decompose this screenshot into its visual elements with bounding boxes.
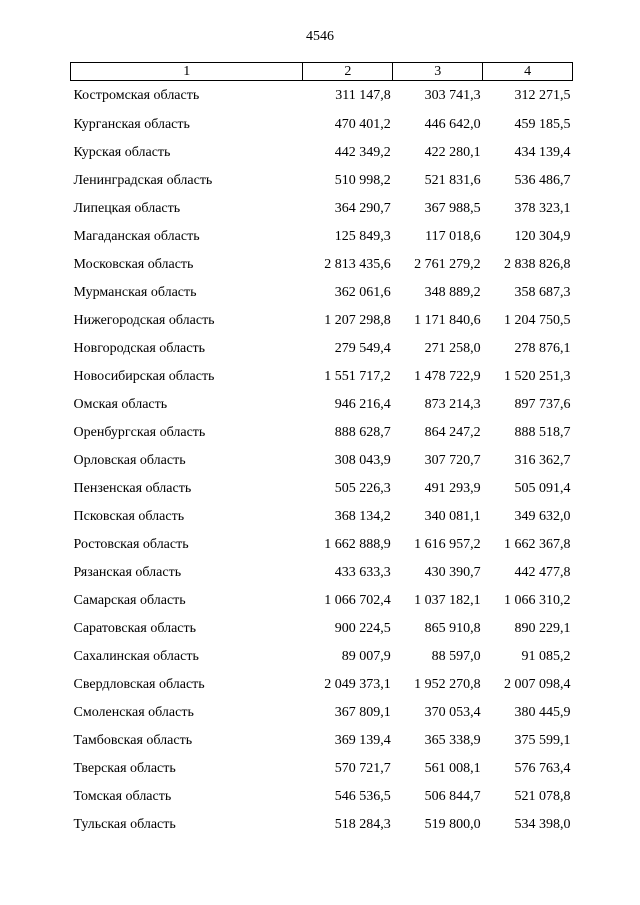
value-col-4: 358 687,3	[514, 285, 571, 300]
value-col-3: 422 280,1	[424, 145, 481, 160]
region-name: Костромская область	[73, 88, 200, 103]
value-col-4: 91 085,2	[521, 649, 571, 664]
region-name: Рязанская область	[73, 565, 182, 580]
value-col-4: 534 398,0	[514, 817, 571, 832]
value-col-2: 1 066 702,4	[324, 593, 391, 608]
region-name: Липецкая область	[73, 201, 181, 216]
table-row	[71, 335, 573, 363]
table-row	[71, 671, 573, 699]
table-row	[71, 755, 573, 783]
table-row	[71, 419, 573, 447]
value-col-3: 348 889,2	[424, 285, 481, 300]
region-name: Свердловская область	[73, 677, 205, 692]
data-table	[70, 62, 573, 839]
value-col-3: 491 293,9	[424, 481, 481, 496]
table-row	[71, 783, 573, 811]
value-col-4: 312 271,5	[514, 88, 571, 103]
value-col-3: 2 761 279,2	[414, 257, 481, 272]
value-col-2: 369 139,4	[334, 733, 391, 748]
value-col-3: 370 053,4	[424, 705, 481, 720]
value-col-2: 900 224,5	[334, 621, 391, 636]
value-col-2: 2 813 435,6	[324, 257, 391, 272]
value-col-3: 864 247,2	[424, 425, 481, 440]
value-col-3: 519 800,0	[424, 817, 481, 832]
region-name: Ростовская область	[73, 537, 189, 552]
value-col-4: 375 599,1	[514, 733, 571, 748]
table-row	[71, 363, 573, 391]
table-row	[71, 727, 573, 755]
region-name: Магаданская область	[73, 229, 200, 244]
table-row	[71, 139, 573, 167]
region-name: Мурманская область	[73, 285, 197, 300]
value-col-2: 89 007,9	[341, 649, 391, 664]
value-col-4: 442 477,8	[514, 565, 571, 580]
value-col-2: 311 147,8	[335, 88, 391, 103]
region-name: Сахалинская область	[73, 649, 199, 664]
value-col-4: 521 078,8	[514, 789, 571, 804]
value-col-2: 433 633,3	[334, 565, 391, 580]
value-col-2: 125 849,3	[334, 229, 391, 244]
region-name: Новгородская область	[73, 341, 205, 356]
value-col-2: 518 284,3	[334, 817, 391, 832]
value-col-2: 279 549,4	[334, 341, 391, 356]
value-col-3: 271 258,0	[424, 341, 481, 356]
table-row	[71, 223, 573, 251]
region-name: Ленинградская область	[73, 173, 213, 188]
region-name: Пензенская область	[73, 481, 192, 496]
value-col-3: 1 952 270,8	[414, 677, 481, 692]
value-col-2: 368 134,2	[334, 509, 391, 524]
region-name: Московская область	[73, 257, 194, 272]
value-col-4: 1 662 367,8	[504, 537, 571, 552]
value-col-3: 1 037 182,1	[414, 593, 481, 608]
table-row	[71, 391, 573, 419]
value-col-2: 546 536,5	[334, 789, 391, 804]
value-col-4: 349 632,0	[514, 509, 571, 524]
value-col-4: 434 139,4	[514, 145, 571, 160]
value-col-4: 2 007 098,4	[504, 677, 571, 692]
value-col-2: 570 721,7	[334, 761, 391, 776]
table-row	[71, 587, 573, 615]
table-row	[71, 251, 573, 279]
region-name: Курская область	[73, 145, 171, 160]
value-col-2: 442 349,2	[334, 145, 391, 160]
value-col-4: 278 876,1	[514, 341, 571, 356]
value-col-3: 430 390,7	[424, 565, 481, 580]
region-name: Орловская область	[73, 453, 186, 468]
table-body	[71, 81, 573, 840]
column-header-4: 4	[483, 63, 573, 81]
value-col-3: 88 597,0	[431, 649, 481, 664]
value-col-4: 888 518,7	[514, 425, 571, 440]
table-row	[71, 167, 573, 195]
table-row	[71, 279, 573, 307]
value-col-4: 120 304,9	[514, 229, 571, 244]
region-name: Новосибирская область	[73, 369, 215, 384]
value-col-4: 576 763,4	[514, 761, 571, 776]
value-col-4: 2 838 826,8	[504, 257, 571, 272]
value-col-3: 365 338,9	[424, 733, 481, 748]
value-col-4: 1 204 750,5	[504, 313, 571, 328]
value-col-4: 897 737,6	[514, 397, 571, 412]
value-col-4: 1 066 310,2	[504, 593, 571, 608]
table-row	[71, 307, 573, 335]
table-row	[71, 195, 573, 223]
table-row	[71, 615, 573, 643]
table-row	[71, 447, 573, 475]
table-row	[71, 475, 573, 503]
header-row	[71, 63, 573, 81]
value-col-2: 367 809,1	[334, 705, 391, 720]
value-col-3: 446 642,0	[424, 117, 481, 132]
table-row	[71, 503, 573, 531]
value-col-3: 303 741,3	[424, 88, 481, 103]
value-col-3: 307 720,7	[424, 453, 481, 468]
region-name: Омская область	[73, 397, 168, 412]
value-col-2: 2 049 373,1	[324, 677, 391, 692]
value-col-3: 340 081,1	[424, 509, 481, 524]
value-col-3: 1 616 957,2	[414, 537, 481, 552]
value-col-2: 1 207 298,8	[324, 313, 391, 328]
value-col-4: 378 323,1	[514, 201, 571, 216]
value-col-2: 362 061,6	[334, 285, 391, 300]
value-col-3: 865 910,8	[424, 621, 481, 636]
value-col-2: 946 216,4	[334, 397, 391, 412]
value-col-4: 536 486,7	[514, 173, 571, 188]
region-name: Нижегородская область	[73, 313, 215, 328]
region-name: Смоленская область	[73, 705, 194, 720]
value-col-2: 888 628,7	[334, 425, 391, 440]
region-name: Курганская область	[73, 117, 190, 132]
table-row	[71, 81, 573, 112]
value-col-3: 521 831,6	[424, 173, 481, 188]
value-col-2: 470 401,2	[334, 117, 391, 132]
value-col-3: 506 844,7	[424, 789, 481, 804]
table-header	[71, 63, 573, 81]
column-header-3: 3	[393, 63, 483, 81]
value-col-4: 890 229,1	[514, 621, 571, 636]
region-name: Саратовская область	[73, 621, 197, 636]
value-col-2: 510 998,2	[334, 173, 391, 188]
value-col-2: 505 226,3	[334, 481, 391, 496]
table-row	[71, 811, 573, 839]
value-col-4: 316 362,7	[514, 453, 571, 468]
table-row	[71, 111, 573, 139]
table-row	[71, 559, 573, 587]
value-col-3: 1 171 840,6	[414, 313, 481, 328]
region-name: Тамбовская область	[73, 733, 193, 748]
table-row	[71, 531, 573, 559]
table-row	[71, 699, 573, 727]
value-col-2: 364 290,7	[334, 201, 391, 216]
region-name: Самарская область	[73, 593, 186, 608]
value-col-3: 117 018,6	[425, 229, 481, 244]
column-header-1: 1	[71, 63, 303, 81]
value-col-4: 505 091,4	[514, 481, 571, 496]
value-col-3: 873 214,3	[424, 397, 481, 412]
value-col-4: 1 520 251,3	[504, 369, 571, 384]
region-name: Тверская область	[73, 761, 176, 776]
value-col-4: 380 445,9	[514, 705, 571, 720]
value-col-2: 308 043,9	[334, 453, 391, 468]
value-col-2: 1 551 717,2	[324, 369, 391, 384]
region-name: Тульская область	[73, 817, 176, 832]
column-header-2: 2	[303, 63, 393, 81]
value-col-2: 1 662 888,9	[324, 537, 391, 552]
region-name: Псковская область	[73, 509, 185, 524]
table-row	[71, 643, 573, 671]
page-number: 4546	[306, 29, 334, 44]
value-col-4: 459 185,5	[514, 117, 571, 132]
value-col-3: 367 988,5	[424, 201, 481, 216]
region-name: Томская область	[73, 789, 172, 804]
region-name: Оренбургская область	[73, 425, 206, 440]
value-col-3: 561 008,1	[424, 761, 481, 776]
value-col-3: 1 478 722,9	[414, 369, 481, 384]
